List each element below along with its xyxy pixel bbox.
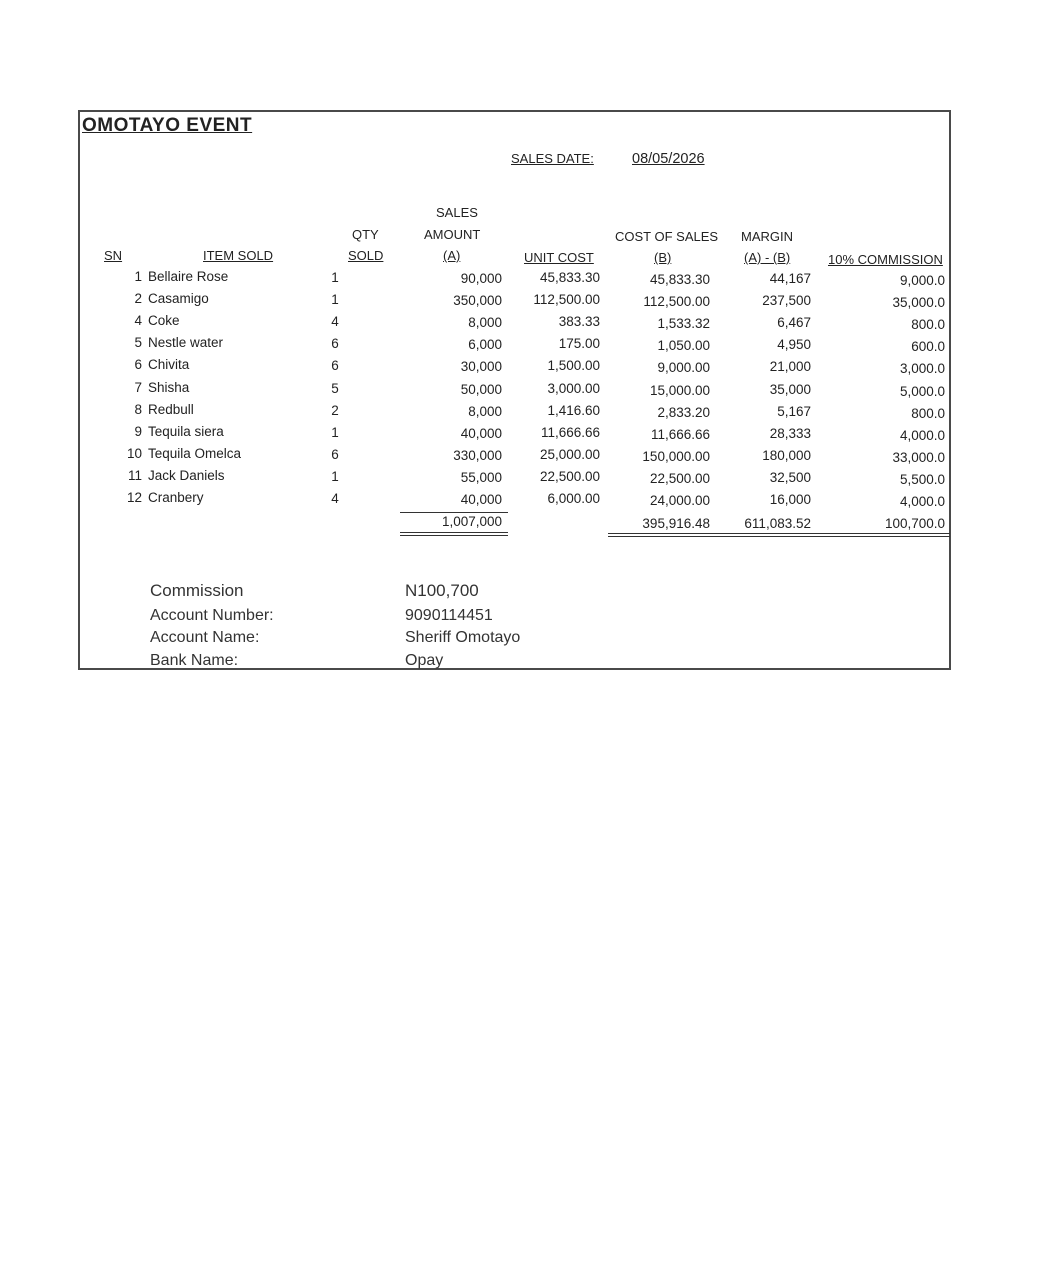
row-cost-of-sales: 2,833.20 <box>657 404 710 420</box>
row-margin: 16,000 <box>769 492 811 507</box>
row-sn: 10 <box>126 445 142 461</box>
row-qty: 6 <box>331 358 339 374</box>
row-sales-amount: 40,000 <box>460 492 502 507</box>
row-cost-of-sales: 1,533.32 <box>657 316 710 332</box>
account-number-value: 9090114451 <box>405 607 493 624</box>
bank-name-value: Opay <box>405 652 444 669</box>
row-sales-amount: 55,000 <box>460 469 502 485</box>
header-commission: 10% COMMISSION <box>828 252 943 267</box>
commission-label: Commission <box>150 581 244 600</box>
total-cost-of-sales: 395,916.48 <box>642 516 710 531</box>
row-unit-cost: 25,000.00 <box>539 446 600 462</box>
row-item: Nestle water <box>148 335 224 351</box>
row-item: Redbull <box>148 401 194 417</box>
row-unit-cost: 11,666.66 <box>540 424 600 440</box>
total-commission: 100,700.0 <box>884 516 945 531</box>
row-commission: 4,000.0 <box>899 427 945 443</box>
row-margin: 5,167 <box>777 403 811 419</box>
row-margin: 4,950 <box>777 337 811 353</box>
row-cost-of-sales: 24,000.00 <box>649 493 710 508</box>
header-sales: SALES <box>436 205 478 220</box>
report-title: OMOTAYO EVENT <box>82 115 253 136</box>
row-sn: 8 <box>134 401 142 417</box>
row-unit-cost: 3,000.00 <box>547 380 600 396</box>
row-sn: 7 <box>134 379 142 395</box>
row-sn: 5 <box>134 335 142 351</box>
row-qty: 6 <box>331 336 339 352</box>
sales-total-rule <box>400 532 508 533</box>
row-sn: 4 <box>134 313 142 329</box>
row-sn: 6 <box>134 357 142 373</box>
row-qty: 1 <box>331 424 339 440</box>
row-margin: 44,167 <box>769 271 811 286</box>
header-sold: SOLD <box>348 248 384 263</box>
account-number-label: Account Number: <box>150 607 274 624</box>
account-name-value: Sheriff Omotayo <box>405 629 521 646</box>
row-item: Bellaire Rose <box>148 269 229 284</box>
header-qty: QTY <box>352 227 379 242</box>
totals-rule-double <box>608 536 950 537</box>
header-sn: SN <box>104 248 123 263</box>
row-qty: 1 <box>331 270 339 285</box>
row-item: Casamigo <box>148 291 209 307</box>
row-commission: 9,000.0 <box>899 273 945 288</box>
totals-rule <box>608 533 950 534</box>
header-cost-of-sales: COST OF SALES <box>615 229 719 244</box>
row-sales-amount: 50,000 <box>460 381 502 397</box>
header-b: (B) <box>654 250 672 265</box>
row-commission: 800.0 <box>911 405 945 421</box>
row-margin: 28,333 <box>769 425 811 441</box>
row-item: Jack Daniels <box>148 467 225 483</box>
row-commission: 33,000.0 <box>892 449 945 465</box>
row-sn: 12 <box>126 490 142 505</box>
row-cost-of-sales: 22,500.00 <box>649 470 710 486</box>
row-item: Tequila siera <box>148 423 224 439</box>
header-a-minus-b: (A) - (B) <box>744 250 791 265</box>
row-commission: 5,000.0 <box>899 383 945 399</box>
header-amount: AMOUNT <box>424 227 481 242</box>
row-unit-cost: 175.00 <box>558 336 600 352</box>
commission-value: N100,700 <box>405 581 479 600</box>
row-cost-of-sales: 150,000.00 <box>642 448 710 464</box>
sales-date-value: 08/05/2026 <box>632 151 705 167</box>
sales-total-rule-top <box>400 512 508 513</box>
row-sales-amount: 8,000 <box>468 315 502 331</box>
sales-date-label: SALES DATE: <box>511 151 594 166</box>
bank-name-label: Bank Name: <box>150 652 239 669</box>
row-qty: 1 <box>331 468 339 484</box>
row-cost-of-sales: 15,000.00 <box>649 382 710 398</box>
row-sales-amount: 40,000 <box>460 425 502 441</box>
row-commission: 4,000.0 <box>899 494 945 509</box>
row-sales-amount: 350,000 <box>453 293 502 309</box>
row-item: Chivita <box>148 357 190 373</box>
row-item: Tequila Omelca <box>148 445 242 461</box>
header-unit-cost: UNIT COST <box>524 250 594 265</box>
row-margin: 32,500 <box>769 469 811 485</box>
row-unit-cost: 22,500.00 <box>539 468 600 484</box>
sales-total-rule-double <box>400 535 508 536</box>
row-unit-cost: 6,000.00 <box>547 491 600 506</box>
header-margin: MARGIN <box>741 229 793 244</box>
header-a: (A) <box>443 248 461 263</box>
row-unit-cost: 1,500.00 <box>547 358 600 374</box>
row-sales-amount: 330,000 <box>453 447 502 463</box>
row-cost-of-sales: 11,666.66 <box>650 426 710 442</box>
header-item-sold: ITEM SOLD <box>203 248 274 263</box>
row-sn: 1 <box>134 269 142 284</box>
row-commission: 600.0 <box>911 339 945 355</box>
total-margin: 611,083.52 <box>744 516 811 531</box>
row-cost-of-sales: 9,000.00 <box>657 360 710 376</box>
row-cost-of-sales: 112,500.00 <box>643 294 710 310</box>
row-item: Cranbery <box>148 490 204 505</box>
row-item: Coke <box>148 313 180 329</box>
row-qty: 4 <box>331 314 339 330</box>
account-name-label: Account Name: <box>150 629 260 646</box>
row-commission: 35,000.0 <box>892 295 945 311</box>
row-unit-cost: 1,416.60 <box>547 402 600 418</box>
row-commission: 800.0 <box>911 317 945 333</box>
row-qty: 5 <box>331 380 339 396</box>
row-sales-amount: 90,000 <box>460 271 502 286</box>
row-margin: 35,000 <box>769 381 811 397</box>
row-qty: 4 <box>331 491 339 506</box>
row-margin: 237,500 <box>762 293 811 309</box>
row-qty: 2 <box>331 402 339 418</box>
row-margin: 21,000 <box>769 359 811 375</box>
row-sn: 2 <box>134 291 142 307</box>
row-margin: 6,467 <box>777 315 811 331</box>
row-qty: 1 <box>331 292 339 308</box>
row-sn: 9 <box>134 423 142 439</box>
row-unit-cost: 112,500.00 <box>533 292 600 308</box>
row-margin: 180,000 <box>762 447 811 463</box>
row-sn: 11 <box>127 467 142 483</box>
total-sales: 1,007,000 <box>441 514 502 529</box>
row-sales-amount: 8,000 <box>468 403 502 419</box>
row-unit-cost: 383.33 <box>558 314 600 330</box>
row-commission: 5,500.0 <box>899 471 945 487</box>
row-commission: 3,000.0 <box>899 361 945 377</box>
row-item: Shisha <box>148 379 190 395</box>
row-cost-of-sales: 45,833.30 <box>649 272 710 287</box>
row-unit-cost: 45,833.30 <box>539 270 600 285</box>
row-cost-of-sales: 1,050.00 <box>657 338 710 354</box>
row-sales-amount: 6,000 <box>468 337 502 353</box>
row-sales-amount: 30,000 <box>460 359 502 375</box>
row-qty: 6 <box>331 446 339 462</box>
